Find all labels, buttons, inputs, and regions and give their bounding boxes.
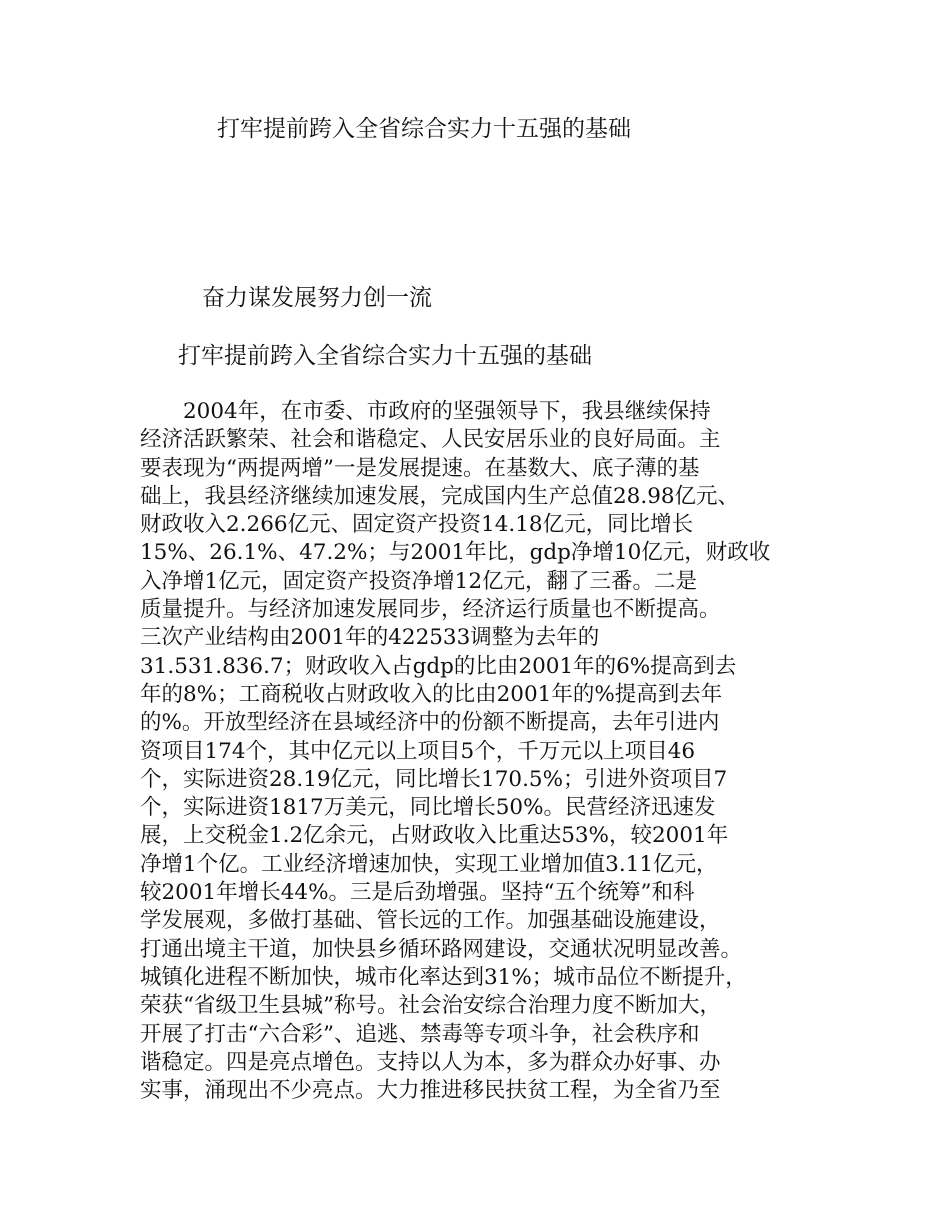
document-body bbox=[140, 398, 830, 1105]
body-line: 质量提升。与经济加速发展同步，经济运行质量也不断提高。 bbox=[140, 597, 721, 623]
body-line: 较2001年增长44%。三是后劲增强。坚持“五个统筹”和科 bbox=[140, 880, 695, 906]
document-heading-main: 奋力谋发展努力创一流 bbox=[202, 285, 432, 311]
body-line: 资项目174个，其中亿元以上项目5个，千万元以上项目46 bbox=[140, 738, 696, 764]
body-line: 净增1个亿。工业经济增速加快，实现工业增加值3.11亿元， bbox=[140, 851, 718, 877]
body-line: 31.531.836.7；财政收入占gdp的比由2001年的6%提高到去 bbox=[140, 653, 737, 679]
body-line: 城镇化进程不断加快，城市化率达到31%；城市品位不断提升， bbox=[140, 964, 747, 990]
body-line: 年的8%；工商税收占财政收入的比由2001年的%提高到去年 bbox=[140, 681, 723, 707]
body-line: 开展了打击“六合彩”、追逃、禁毒等专项斗争，社会秩序和 bbox=[140, 1021, 700, 1047]
body-line: 展，上交税金1.2亿余元，占财政收入比重达53%，较2001年 bbox=[140, 823, 729, 849]
body-line: 2004年，在市委、市政府的坚强领导下，我县继续保持 bbox=[140, 399, 711, 424]
body-line: 谐稳定。四是亮点增色。支持以人为本，多为群众办好事、办 bbox=[140, 1049, 721, 1075]
body-line: 荣获“省级卫生县城”称号。社会治安综合治理力度不断加大， bbox=[140, 993, 721, 1019]
body-line: 财政收入2.266亿元、固定资产投资14.18亿元，同比增长 bbox=[140, 512, 694, 538]
body-line: 础上，我县经济继续加速发展，完成国内生产总值28.98亿元、 bbox=[140, 483, 740, 509]
body-line: 15%、26.1%、47.2%；与2001年比，gdp净增10亿元，财政收 bbox=[140, 540, 771, 566]
body-line: 经济活跃繁荣、社会和谐稳定、人民安居乐业的良好局面。主 bbox=[140, 427, 721, 453]
document-heading-sub: 打牢提前跨入全省综合实力十五强的基础 bbox=[178, 343, 592, 369]
document-top-title: 打牢提前跨入全省综合实力十五强的基础 bbox=[217, 116, 631, 142]
body-line: 个，实际进资1817万美元，同比增长50%。民营经济迅速发 bbox=[140, 795, 716, 821]
body-line: 实事，涌现出不少亮点。大力推进移民扶贫工程，为全省乃至 bbox=[140, 1078, 721, 1104]
body-line: 的%。开放型经济在县域经济中的份额不断提高，去年引进内 bbox=[140, 710, 720, 736]
body-line: 打通出境主干道，加快县乡循环路网建设，交通状况明显改善。 bbox=[140, 936, 743, 962]
body-line: 个，实际进资28.19亿元，同比增长170.5%；引进外资项目7 bbox=[140, 766, 728, 792]
body-line: 入净增1亿元，固定资产投资净增12亿元，翻了三番。二是 bbox=[140, 568, 698, 594]
body-line: 学发展观，多做打基础、管长远的工作。加强基础设施建设， bbox=[140, 908, 721, 934]
body-line: 三次产业结构由2001年的422533调整为去年的 bbox=[140, 625, 600, 651]
body-line: 要表现为“两提两增”一是发展提速。在基数大、底子薄的基 bbox=[140, 455, 700, 481]
